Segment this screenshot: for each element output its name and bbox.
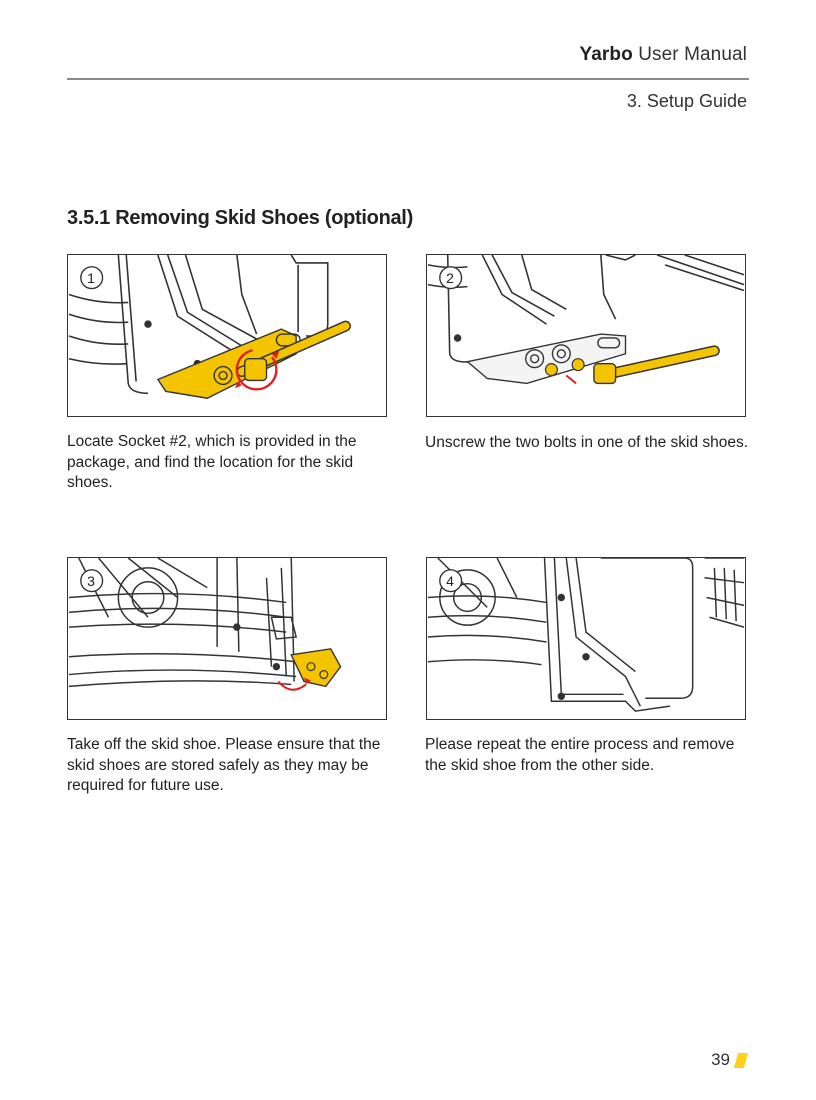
step-1-drawing [68,255,386,416]
step-4-number-badge: 4 [446,573,454,589]
step-3-number-badge: 3 [87,573,95,589]
step-2-illustration [426,254,746,417]
step-4-illustration [426,557,746,720]
step-2-number-badge: 2 [446,270,454,286]
header-divider [67,78,749,80]
brand-name: Yarbo [579,44,633,65]
step-4-drawing [427,558,745,719]
step-1-number-badge: 1 [87,270,95,286]
section-label: 3. Setup Guide [626,91,747,111]
page-number: 39 [711,1050,730,1069]
manual-title [579,44,747,66]
step-3-illustration [67,557,387,720]
page-accent-mark [734,1053,748,1068]
step-4-caption: Please repeat the entire process and remove the skid shoe from the other side. [425,736,735,774]
step-1-illustration [67,254,387,417]
step-2-caption: Unscrew the two bolts in one of the skid shoes. [425,434,749,451]
step-3-caption: Take off the skid shoe. Please ensure that the skid shoes are stored safely as they may be required for future use. [67,736,381,794]
step-2-drawing [427,255,745,416]
step-3-drawing [68,558,386,719]
manual-title-suffix: User Manual [638,44,747,65]
section-heading: 3.5.1 Removing Skid Shoes (optional) [67,207,413,229]
step-1-caption: Locate Socket #2, which is provided in the package, and find the location for the skid shoes. [67,433,357,491]
